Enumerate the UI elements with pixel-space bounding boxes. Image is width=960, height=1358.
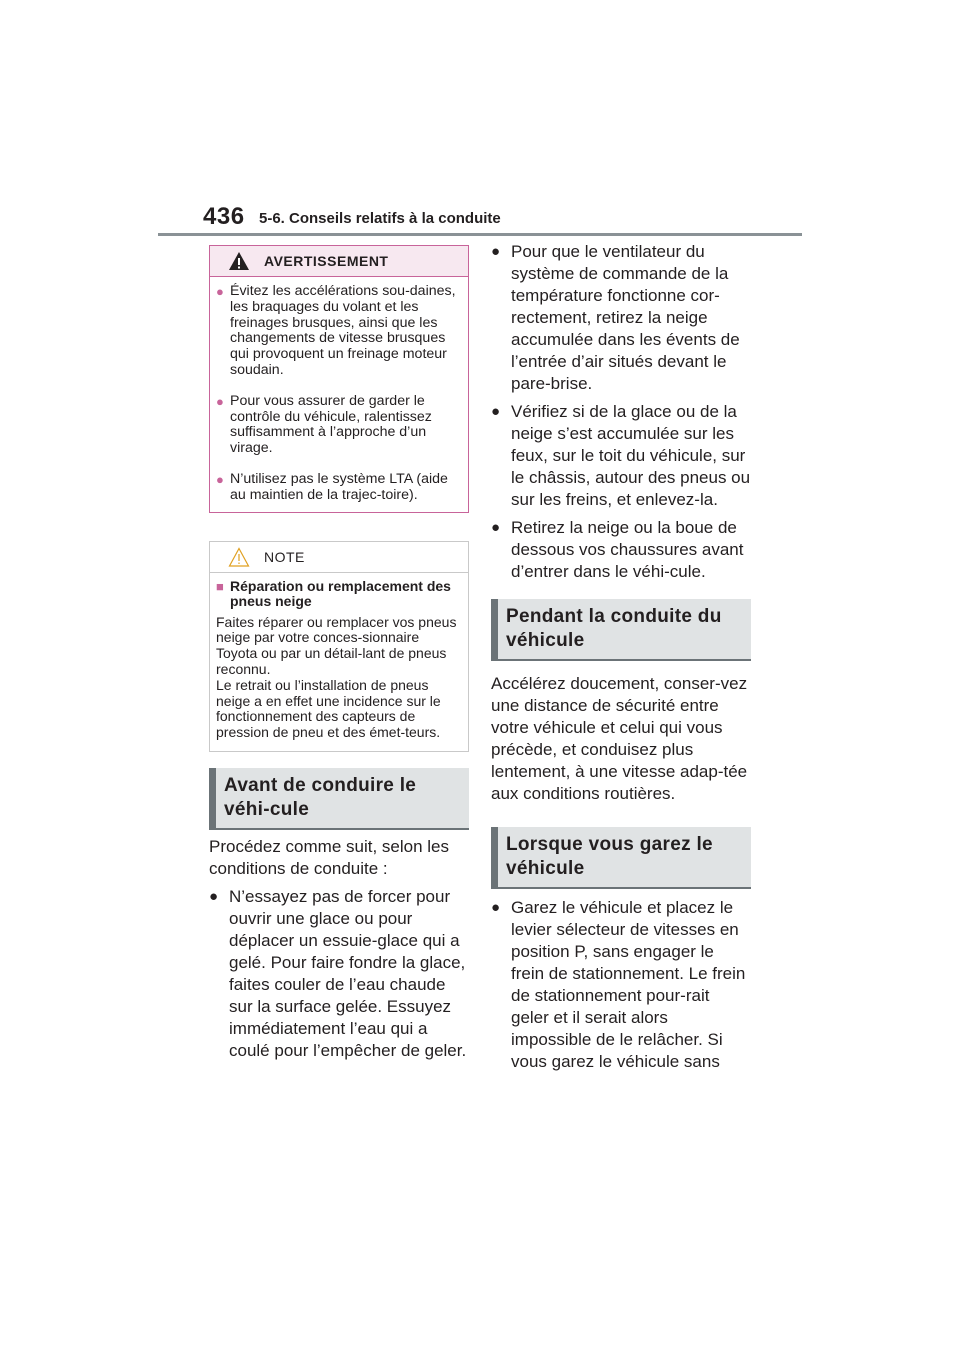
list-item-text: Retirez la neige ou la boue de dessous vos chaussures avant d’entrer dans le véhi-cule. [511,518,744,581]
warning-item-text: N’utilisez pas le système LTA (aide au maintien de la trajec-toire). [230,470,448,503]
list-item [491,401,751,511]
page-number: 436 [203,203,245,230]
note-subheading-text: Réparation ou remplacement des pneus neige [230,577,451,610]
bullet-dot-icon: ● [216,284,224,299]
bullet-dot-icon: ● [491,243,501,260]
warning-item [216,284,458,379]
note-header [210,542,468,573]
parking-heading: Lorsque vous garez le véhicule [491,827,751,889]
note-box [209,541,469,752]
list-item-text: Vérifiez si de la glace ou de la neige s’est accumulée sur les feux, sur le toit du véhicule, sur le châssis, autour des pneus ou sur les freins, et enlevez-la. [511,402,751,509]
caution-triangle-icon [228,547,250,567]
note-text: Faites réparer ou remplacer vos pneus neige par votre conces-sionnaire Toyota ou par un détail-lant de pneus reconnu. Le retrait ou l’installation de pneus neige a en effet une incidence sur le fonctionnement des capteurs de pression de pneu et des émet-teurs. [216,613,457,741]
warning-body [210,277,468,512]
list-item [491,517,751,583]
header-divider [158,233,802,236]
note-subheading [216,579,460,610]
list-item [491,897,751,1073]
warning-item [216,472,458,504]
left-column [209,245,469,1068]
warning-box [209,245,469,513]
note-title: NOTE [264,548,305,565]
bullet-dot-icon: ● [491,519,501,536]
parking-list [491,897,751,1073]
before-driving-list-continued [491,241,751,583]
right-column [491,241,751,1079]
bullet-dot-icon: ● [491,403,501,420]
while-driving-heading: Pendant la conduite du véhicule [491,599,751,661]
warning-title: AVERTISSEMENT [264,253,389,269]
note-body [210,573,468,751]
bullet-dot-icon: ● [209,887,219,905]
while-driving-text: Accélérez doucement, conser-vez une distance de sécurité entre votre véhicule et celui qui vous précède, et conduisez plus lentement, à une vitesse adap-tée aux conditions routières. [491,674,748,803]
list-item [209,886,469,1062]
warning-triangle-icon [228,251,250,271]
warning-header [210,246,468,277]
bullet-dot-icon: ● [491,899,501,916]
list-item-text: Pour que le ventilateur du système de commande de la température fonctionne cor-rectement, retirez la neige accumulée dans les évents de l’entrée d’air situés devant le pare-brise. [511,242,740,393]
warning-item [216,394,458,457]
list-item [491,241,751,395]
warning-item-text: Pour vous assurer de garder le contrôle du véhicule, ralentissez suffisamment à l’approche d’un virage. [230,392,432,457]
warning-item-text: Évitez les accélérations sou-daines, les braquages du volant et les freinages brusques, ainsi que les changements de vitesse brusques qui provoquent un freinage moteur soudain. [230,283,456,378]
before-driving-list [209,886,469,1062]
bullet-dot-icon: ● [216,471,224,487]
list-item-text: N’essayez pas de forcer pour ouvrir une glace ou pour déplacer un essuie-glace qui a gelé. Pour faire fondre la glace, faites couler de l’eau chaude sur la surface gelée. Essuyez immédiatement l’eau qui a coulé pour l’empêcher de geler. [229,886,467,1060]
before-driving-heading: Avant de conduire le véhi-cule [209,768,469,830]
square-bullet-icon: ■ [216,578,224,594]
before-driving-intro: Procédez comme suit, selon les conditions de conduite : [209,836,449,878]
list-item-text: Garez le véhicule et placez le levier sélecteur de vitesses en position P, sans engager le frein de stationnement. Le frein de stationnement pour-rait geler et il serait alors impossible de le relâcher. Si vous garez le véhicule sans [511,898,746,1071]
section-title: 5-6. Conseils relatifs à la conduite [259,210,501,227]
bullet-dot-icon: ● [216,393,224,409]
